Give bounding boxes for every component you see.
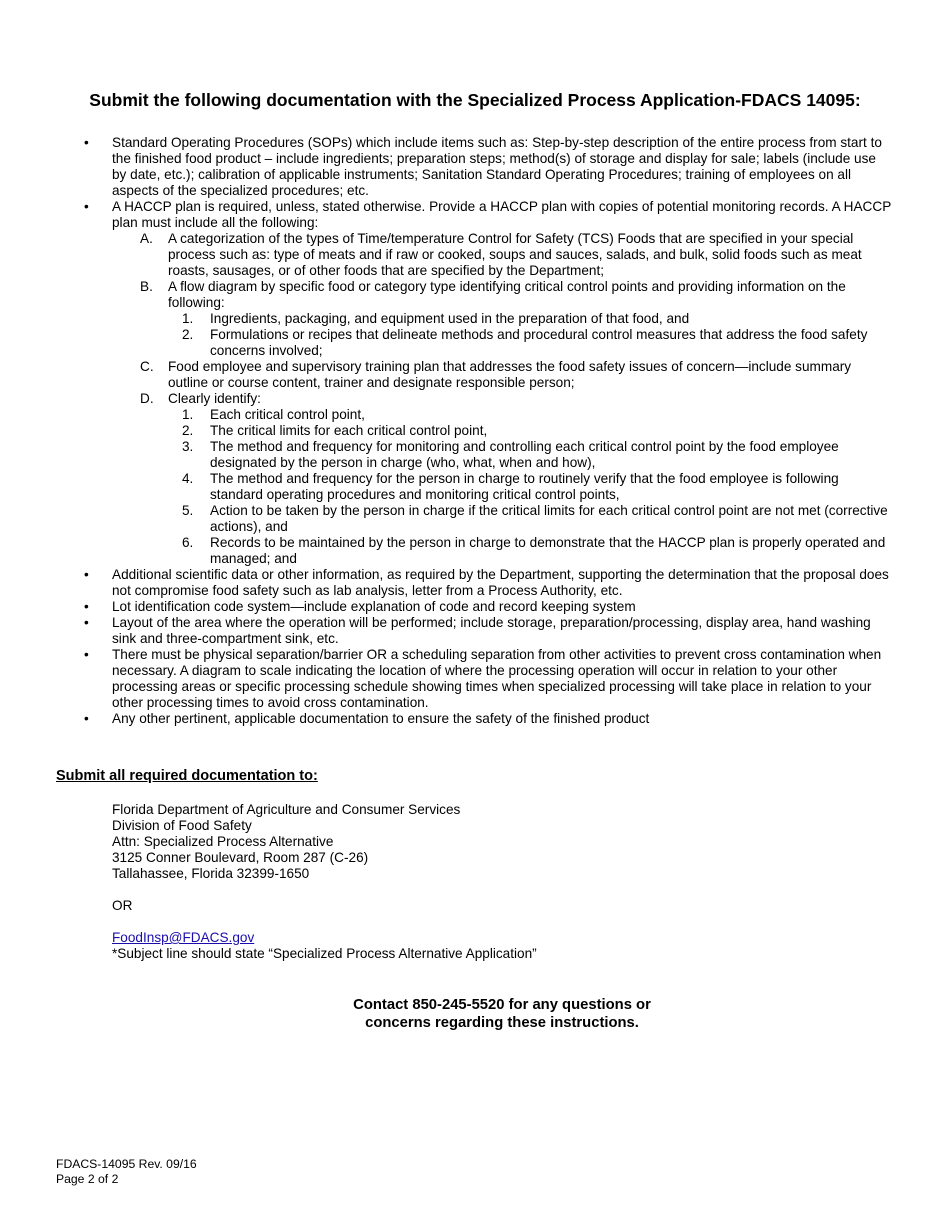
- item-marker: C.: [140, 359, 154, 374]
- item-text: Formulations or recipes that delineate methods and procedural control measures that address the food safety concerns involved;: [210, 327, 868, 358]
- bullet-text: A HACCP plan is required, unless, stated otherwise. Provide a HACCP plan with copies of potential monitoring records. A HACCP plan must include all the following:: [112, 199, 892, 230]
- contact-line: Contact 850-245-5520 for any questions or: [353, 997, 651, 1013]
- list-item: [182, 535, 894, 567]
- item-text: Clearly identify:: [168, 391, 261, 406]
- item-marker: 1.: [182, 311, 194, 326]
- item-marker: D.: [140, 391, 154, 406]
- item-text: The method and frequency for monitoring and controlling each critical control point by the food employee designated by the person in charge (who, what, when and how),: [210, 439, 839, 470]
- list-item-other-documentation: [84, 711, 894, 727]
- item-marker: 5.: [182, 503, 194, 518]
- list-item-separation: [84, 647, 894, 711]
- haccp-item-c: [140, 359, 894, 391]
- item-text: A flow diagram by specific food or category type identifying critical control points and providing information on the following:: [168, 279, 846, 310]
- list-item-layout: [84, 615, 894, 647]
- list-item: [182, 327, 894, 359]
- bullet-icon: •: [84, 599, 89, 614]
- item-marker: B.: [140, 279, 153, 294]
- bullet-text: Additional scientific data or other information, as required by the Department, supporting the determination that the proposal does not compromise food safety such as lab analysis, letter from a Process Authority, etc.: [112, 567, 889, 598]
- address-line: Division of Food Safety: [112, 818, 252, 833]
- list-item-sops: [84, 135, 894, 199]
- bullet-text: Standard Operating Procedures (SOPs) which include items such as: Step-by-step description of the entire process from start to the finished food product – include ingredients; preparation steps; method(s) of storage and display for sale; labels (include use by date, etc.); calibration of applicable instruments; Sanitation Standard Operating Procedures; training of employees on all aspects of the specialized procedures; etc.: [112, 135, 882, 198]
- list-item-scientific-data: [84, 567, 894, 599]
- list-item-lot-code: [84, 599, 894, 615]
- bullet-text: Lot identification code system—include explanation of code and record keeping system: [112, 599, 636, 614]
- item-marker: 4.: [182, 471, 194, 486]
- list-item: [182, 503, 894, 535]
- haccp-requirements-list: [112, 231, 894, 567]
- page-footer: [56, 1157, 197, 1186]
- bullet-text: There must be physical separation/barrier OR a scheduling separation from other activities to prevent cross contamination when necessary. A diagram to scale indicating the location of where the processing operation will occur in relation to your other processing areas or specific processing schedule showing times when specialized processing will take place in relation to your other processing times to avoid cross contamination.: [112, 647, 882, 710]
- bullet-text: Layout of the area where the operation will be performed; include storage, preparation/processing, display area, hand washing sink and three-compartment sink, etc.: [112, 615, 871, 646]
- bullet-icon: •: [84, 567, 89, 582]
- bullet-icon: •: [84, 615, 89, 630]
- item-text: Ingredients, packaging, and equipment used in the preparation of that food, and: [210, 311, 690, 326]
- list-item: [182, 439, 894, 471]
- address-line: Florida Department of Agriculture and Consumer Services: [112, 802, 461, 817]
- contact-line: concerns regarding these instructions.: [365, 1015, 639, 1031]
- item-marker: 2.: [182, 423, 194, 438]
- list-item: [182, 407, 894, 423]
- item-text: Each critical control point,: [210, 407, 365, 422]
- or-separator: OR: [112, 898, 133, 913]
- page-number: Page 2 of 2: [56, 1171, 119, 1186]
- contact-info: [0, 996, 950, 1032]
- email-link[interactable]: FoodInsp@FDACS.gov: [112, 930, 255, 945]
- page-title: Submit the following documentation with the Specialized Process Application-FDACS 14095:: [89, 90, 861, 110]
- item-marker: 1.: [182, 407, 194, 422]
- bullet-icon: •: [84, 711, 89, 726]
- requirements-list: [84, 135, 894, 727]
- list-item: [182, 471, 894, 503]
- address-line: Tallahassee, Florida 32399-1650: [112, 866, 310, 881]
- haccp-item-a: [140, 231, 894, 279]
- item-text: The method and frequency for the person in charge to routinely verify that the food employee is following standard operating procedures and monitoring critical control points,: [210, 471, 839, 502]
- haccp-item-d: [140, 391, 894, 567]
- subject-line-note: *Subject line should state “Specialized Process Alternative Application”: [112, 946, 537, 961]
- bullet-text: Any other pertinent, applicable documentation to ensure the safety of the finished product: [112, 711, 650, 726]
- flow-diagram-list: [168, 311, 894, 359]
- item-marker: 2.: [182, 327, 194, 342]
- mailing-address: [112, 802, 460, 882]
- item-text: A categorization of the types of Time/temperature Control for Safety (TCS) Foods that are specified in your special process such as: type of meats and if raw or cooked, soups and sauces, salads, and bulk, solid foods such as meat roasts, sausages, or of other foods that are specified by the Department;: [168, 231, 862, 278]
- submit-heading: Submit all required documentation to:: [56, 768, 318, 784]
- address-line: 3125 Conner Boulevard, Room 287 (C-26): [112, 850, 369, 865]
- haccp-item-b: [140, 279, 894, 359]
- bullet-icon: •: [84, 135, 89, 150]
- item-text: Action to be taken by the person in charge if the critical limits for each critical control point are not met (corrective actions), and: [210, 503, 888, 534]
- bullet-icon: •: [84, 647, 89, 662]
- item-text: Food employee and supervisory training plan that addresses the food safety issues of concern—include summary outline or course content, trainer and designate responsible person;: [168, 359, 852, 390]
- list-item-haccp: [84, 199, 894, 567]
- item-marker: A.: [140, 231, 153, 246]
- bullet-icon: •: [84, 199, 89, 214]
- list-item: [182, 423, 894, 439]
- address-line: Attn: Specialized Process Alternative: [112, 834, 334, 849]
- clearly-identify-list: [168, 407, 894, 567]
- item-marker: 3.: [182, 439, 194, 454]
- form-revision: FDACS-14095 Rev. 09/16: [56, 1157, 197, 1171]
- item-text: The critical limits for each critical control point,: [210, 423, 488, 438]
- list-item: [182, 311, 894, 327]
- item-text: Records to be maintained by the person in charge to demonstrate that the HACCP plan is properly operated and managed; and: [210, 535, 886, 566]
- item-marker: 6.: [182, 535, 194, 550]
